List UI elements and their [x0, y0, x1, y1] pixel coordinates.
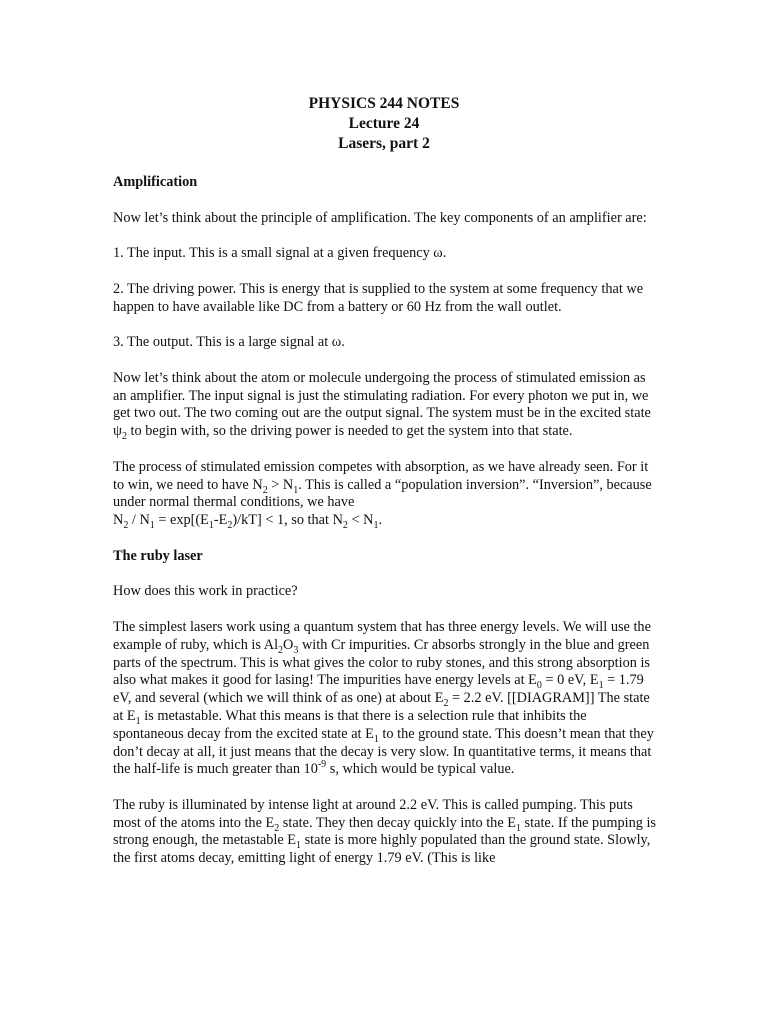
list-item-output: 3. The output. This is a large signal at ω. [113, 334, 345, 351]
paragraph-atom-amplifier: Now let’s think about the atom or molecule undergoing the process of stimulated emission as an amplifier. The input signal is just the stimulating radiation. For every photon we put in, we get two out. The two coming out are the output signal. The system must be in the excited state $\psi_2$ to begin with, so the driving power is needed to get the system into that state. [113, 369, 651, 443]
paragraph-population-inversion: The process of stimulated emission competes with absorption, as we have already seen. For it to win, we need to have $N_2 > N_1$. This is called a “population inversion”. “Inversion”, because under normal thermal conditions, we have $N_2 / N_1 = \exp[(E_1-E_2)/kT] < 1$, so that $N_2 < N_1$. [113, 458, 652, 531]
document-body [113, 174, 658, 886]
equation-boltzmann: $N_2 / N_1 = \exp[(E_1-E_2)/kT] < 1$, so that $N_2 < N_1$. [113, 512, 383, 531]
course-title: PHYSICS 244 NOTES [308, 95, 460, 112]
paragraph-three-levels: The simplest lasers work using a quantum system that has three energy levels. We will use the example of ruby, which is $Al_2O_3$ with Cr impurities. Cr absorbs strongly in the blue and green parts of the spectrum. This is what gives the color to ruby stones, and this strong absorption is also what makes it good for lasing! The impurities have energy levels at $E_0 = 0$ eV, $E_1 = 1.79$ eV, and several (which we will think of as one) at about $E_2 = 2.2$ eV. [[DIAGRAM]] The state at $E_1$ is metastable. What this means is that there is a selection rule that inhibits the spontaneous decay from the excited state at $E_1$ to the ground state. This doesn’t mean that they don’t decay at all, it just means that the decay is very slow. In quantitative terms, it means that the half-life is much greater than $10^{-9}$ s, which would be typical value. [113, 618, 654, 778]
lecture-title: Lasers, part 2 [338, 135, 430, 152]
list-item-driving-power: 2. The driving power. This is energy that is supplied to the system at some frequency that we happen to have available like DC from a battery or 60 Hz from the wall outlet. [113, 280, 644, 315]
section-heading-amplification: Amplification [113, 174, 198, 190]
list-item-input: 1. The input. This is a small signal at a given frequency ω. [113, 245, 447, 262]
lecture-number: Lecture 24 [348, 115, 420, 132]
document-header [0, 94, 768, 154]
section-heading-ruby-laser: The ruby laser [113, 547, 203, 564]
paragraph-pumping: The ruby is illuminated by intense light at around 2.2 eV. This is called pumping. This puts most of the atoms into the $E_2$ state. They then decay quickly into the $E_1$ state. If the pumping is strong enough, the metastable $E_1$ state is more highly populated than the ground state. Slowly, the first atoms decay, emitting light of energy 1.79 eV. (This is like [113, 796, 656, 867]
paragraph-intro: Now let’s think about the principle of amplification. The key components of an amplifier are: [113, 209, 647, 226]
paragraph-question: How does this work in practice? [113, 583, 298, 600]
